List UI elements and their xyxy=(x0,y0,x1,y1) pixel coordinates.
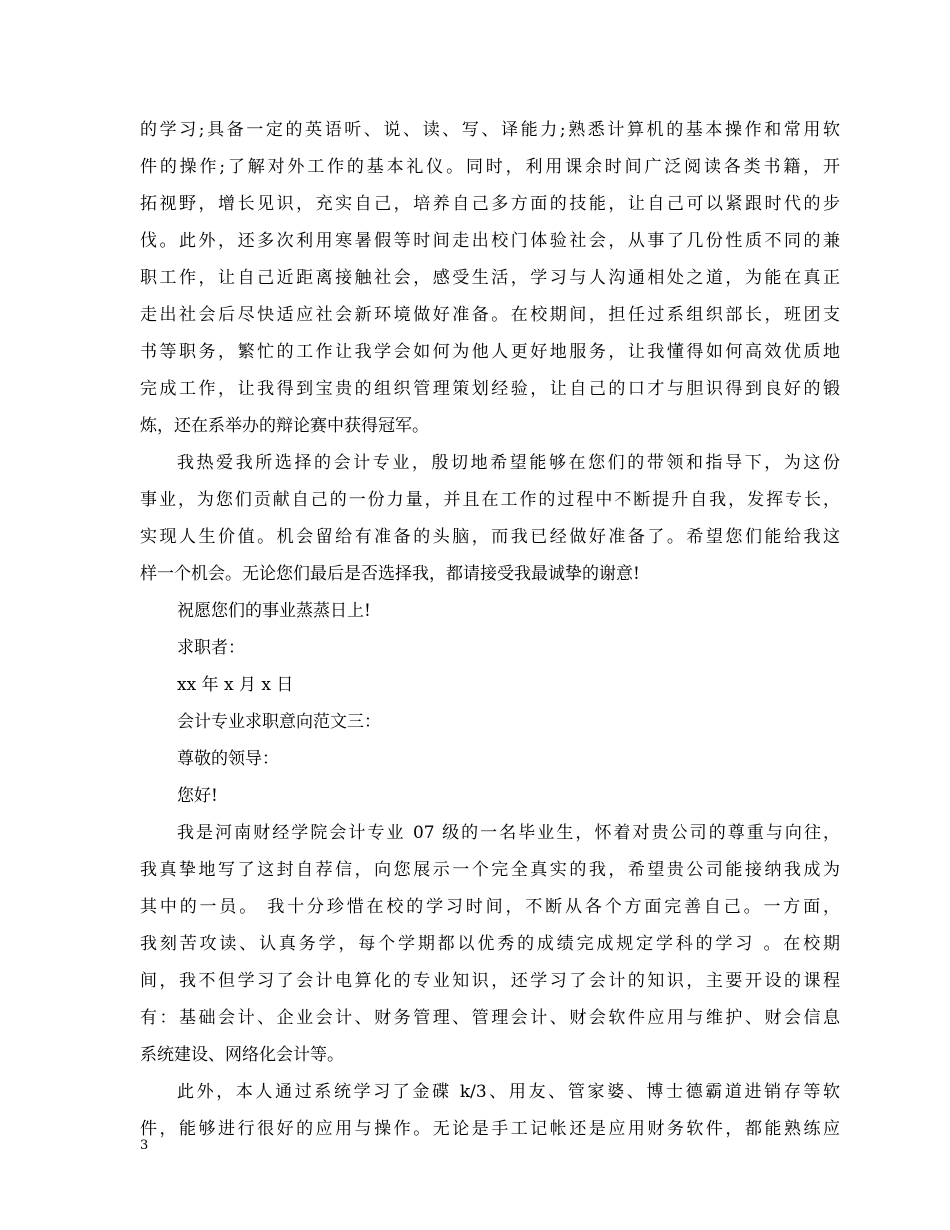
text-line: 件，能够进行很好的应用与操作。无论是手工记帐还是应用财务软件，都能熟练应 xyxy=(140,1119,840,1139)
text-line: 我真挚地写了这封自荐信，向您展示一个完全真实的我，希望贵公司能接纳我成为 xyxy=(140,860,840,880)
text-line: 的学习;具备一定的英语听、说、读、写、译能力;熟悉计算机的基本操作和常用软 xyxy=(140,120,840,140)
paragraph-first-line: 我是河南财经学院会计专业 07 级的一名毕业生，怀着对贵公司的尊重与向往， xyxy=(177,823,840,843)
section-heading: 会计专业求职意向范文三： xyxy=(177,712,381,732)
paragraph-first-line: 我热爱我所选择的会计专业，殷切地希望能够在您们的带领和指导下，为这份 xyxy=(177,453,840,473)
text-line: 间，我不但学习了会计电算化的专业知识，还学习了会计的知识，主要开设的课程 xyxy=(140,971,840,991)
text-line: 有：基础会计、企业会计、财务管理、管理会计、财会软件应用与维护、财会信息 xyxy=(140,1008,840,1028)
text-line: 书等职务，繁忙的工作让我学会如何为他人更好地服务，让我懂得如何高效优质地 xyxy=(140,342,840,362)
text-line: 件的操作;了解对外工作的基本礼仪。同时，利用课余时间广泛阅读各类书籍，开 xyxy=(140,157,840,177)
applicant-label: 求职者： xyxy=(177,638,245,658)
text-line: 拓视野，增长见识，充实自己，培养自己多方面的技能，让自己可以紧跟时代的步 xyxy=(140,194,840,214)
closing-wish: 祝愿您们的事业蒸蒸日上! xyxy=(177,601,371,621)
text-line: 系统建设、网络化会计等。 xyxy=(140,1045,344,1065)
text-line: 走出社会后尽快适应社会新环境做好准备。在校期间，担任过系组织部长，班团支 xyxy=(140,305,840,325)
text-line: 其中的一员。 我十分珍惜在校的学习时间，不断从各个方面完善自己。一方面， xyxy=(140,897,840,917)
salutation: 尊敬的领导： xyxy=(177,749,279,769)
paragraph-first-line: 此外，本人通过系统学习了金碟 k/3、用友、管家婆、博士德霸道进销存等软 xyxy=(177,1082,840,1102)
text-line: 样一个机会。无论您们最后是否选择我，都请接受我最诚挚的谢意! xyxy=(140,564,640,584)
text-line: 我刻苦攻读、认真务学，每个学期都以优秀的成绩完成规定学科的学习 。在校期 xyxy=(140,934,840,954)
text-line: 职工作，让自己近距离接触社会，感受生活，学习与人沟通相处之道，为能在真正 xyxy=(140,268,840,288)
text-line: 完成工作，让我得到宝贵的组织管理策划经验，让自己的口才与胆识得到良好的锻 xyxy=(140,379,840,399)
page-number: 3 xyxy=(140,1138,149,1153)
date-line: xx 年 x 月 x 日 xyxy=(177,675,294,695)
greeting: 您好! xyxy=(177,786,218,806)
text-line: 伐。此外，还多次利用寒暑假等时间走出校门体验社会，从事了几份性质不同的兼 xyxy=(140,231,840,251)
text-line: 事业，为您们贡献自己的一份力量，并且在工作的过程中不断提升自我，发挥专长， xyxy=(140,490,840,510)
text-line: 炼，还在系举办的辩论赛中获得冠军。 xyxy=(140,416,429,436)
text-line: 实现人生价值。机会留给有准备的头脑，而我已经做好准备了。希望您们能给我这 xyxy=(140,527,840,547)
